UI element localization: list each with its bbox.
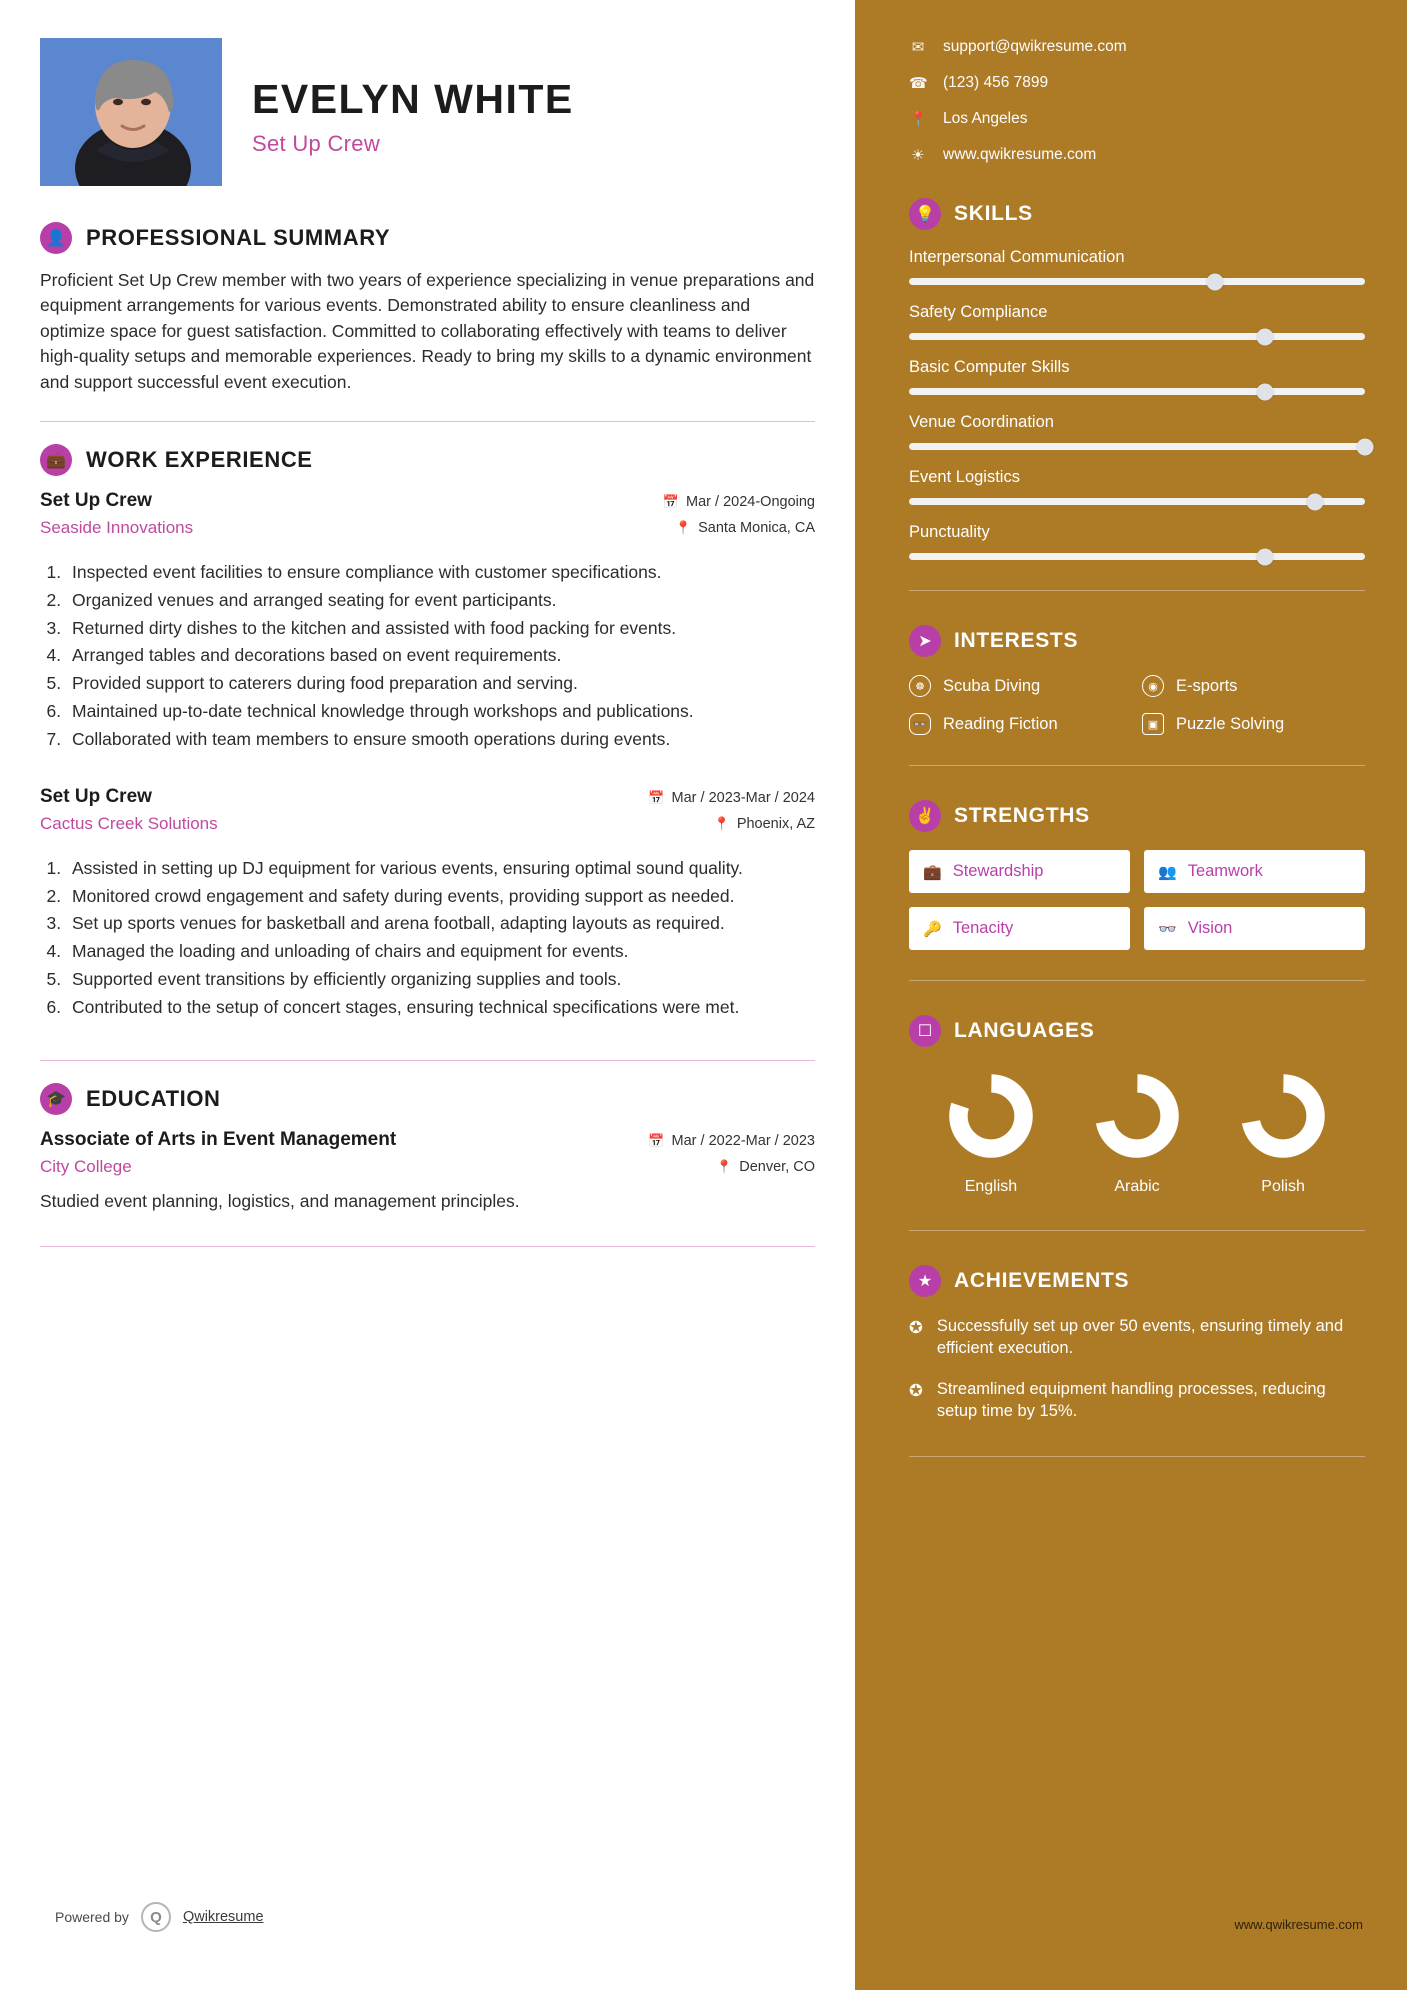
list-item: 2. Organized venues and arranged seating for event participants. xyxy=(66,588,815,613)
interest-label: Scuba Diving xyxy=(943,676,1041,695)
divider xyxy=(40,1246,815,1247)
list-item: 4. Arranged tables and decorations based on event requirements. xyxy=(66,643,815,668)
education-dates: Mar / 2022-Mar / 2023 xyxy=(671,1132,815,1149)
portrait-photo xyxy=(40,38,222,186)
id-card-icon: ☐ xyxy=(909,1015,941,1047)
star-icon: ✪ xyxy=(909,1381,923,1400)
strength-chip xyxy=(1144,907,1365,950)
language-label: Arabic xyxy=(1114,1178,1160,1195)
job-location: Santa Monica, CA xyxy=(698,519,815,536)
job-location: Phoenix, AZ xyxy=(736,815,815,832)
strength-label: Teamwork xyxy=(1187,862,1263,880)
school-name: City College xyxy=(40,1156,132,1176)
interest-item xyxy=(909,713,1132,735)
scuba-icon: ☸ xyxy=(909,675,931,697)
work-heading: WORK EXPERIENCE xyxy=(86,446,313,472)
list-item: 2. Monitored crowd engagement and safety during events, providing support as needed. xyxy=(66,884,815,909)
contact-email[interactable] xyxy=(909,38,1365,56)
briefcase-icon: 💼 xyxy=(923,863,942,881)
skill-slider[interactable] xyxy=(909,498,1365,505)
divider xyxy=(909,1456,1365,1457)
list-item: 6. Contributed to the setup of concert stages, ensuring technical specifications were met. xyxy=(66,995,815,1020)
summary-text: Proficient Set Up Crew member with two years of experience specializing in venue preparations and equipment arrangements for various events. Demonstrated ability to ensure cleanliness and optimize space for guest satisfaction. Committed to collaborating effectively with teams to deliver high-quality setups and memorable experiences. Ready to bring my skills to a dynamic environment and support successful event execution. xyxy=(40,270,815,392)
list-item: 5. Provided support to caterers during food preparation and serving. xyxy=(66,671,815,696)
strength-label: Tenacity xyxy=(952,919,1014,937)
contact-list xyxy=(909,38,1365,164)
powered-by-label: Powered by xyxy=(55,1909,129,1925)
list-item: 6. Maintained up-to-date technical knowledge through workshops and publications. xyxy=(66,699,815,724)
name-block xyxy=(252,38,574,157)
paper-plane-icon: ➤ xyxy=(909,625,941,657)
slider-knob[interactable] xyxy=(1256,383,1273,400)
list-item: 7. Collaborated with team members to ensure smooth operations during events. xyxy=(66,727,815,752)
job-bullets xyxy=(66,560,815,752)
lightbulb-icon: 💡 xyxy=(909,198,941,230)
language-item xyxy=(919,1073,1063,1196)
star-icon: ✪ xyxy=(909,1319,923,1337)
achievements-section xyxy=(909,1265,1365,1422)
strength-chip xyxy=(909,907,1130,950)
interest-item xyxy=(1142,713,1365,735)
key-icon: 🔑 xyxy=(923,920,942,938)
skill-label: Venue Coordination xyxy=(909,413,1054,431)
education-entry xyxy=(40,1129,815,1212)
interests-heading: INTERESTS xyxy=(954,629,1079,652)
envelope-icon: ✉ xyxy=(911,39,925,56)
qwikresume-logo-icon: Q xyxy=(141,1902,171,1932)
skill-label: Interpersonal Communication xyxy=(909,248,1125,266)
work-entry xyxy=(40,786,815,1020)
calendar-icon: 📅 xyxy=(662,493,680,509)
skill-label: Event Logistics xyxy=(909,468,1020,486)
skills-heading: SKILLS xyxy=(954,202,1033,225)
list-item: 1. Inspected event facilities to ensure compliance with customer specifications. xyxy=(66,560,815,585)
divider xyxy=(40,421,815,422)
skill-slider[interactable] xyxy=(909,443,1365,450)
contact-value: Los Angeles xyxy=(943,110,1028,127)
job-dates: Mar / 2023-Mar / 2024 xyxy=(671,789,815,806)
skills-section xyxy=(909,198,1365,560)
esports-icon: ◉ xyxy=(1142,675,1164,697)
donut-chart-polish xyxy=(1240,1073,1326,1159)
interest-label: E-sports xyxy=(1176,676,1238,695)
slider-knob[interactable] xyxy=(1306,493,1323,510)
skill-slider[interactable] xyxy=(909,333,1365,340)
donut-chart-english xyxy=(948,1073,1034,1159)
location-pin-icon: 📍 xyxy=(716,1158,733,1174)
job-company: Seaside Innovations xyxy=(40,517,194,537)
skill-label: Basic Computer Skills xyxy=(909,358,1070,376)
interests-section xyxy=(909,625,1365,735)
strength-label: Stewardship xyxy=(952,862,1044,880)
job-role: Set Up Crew xyxy=(40,785,152,807)
qwikresume-brand[interactable]: Qwikresume xyxy=(182,1909,264,1925)
person-icon: 👤 xyxy=(40,222,72,254)
footer-branding xyxy=(55,1902,264,1932)
calendar-icon: 📅 xyxy=(648,789,665,805)
list-item: 5. Supported event transitions by efficiently organizing supplies and tools. xyxy=(66,967,815,992)
slider-knob[interactable] xyxy=(1256,328,1273,345)
donut-chart-arabic xyxy=(1094,1073,1180,1159)
strength-chip xyxy=(1144,850,1365,893)
job-role: Set Up Crew xyxy=(40,489,152,511)
education-location: Denver, CO xyxy=(739,1158,815,1175)
star-badge-icon: ★ xyxy=(909,1265,941,1297)
education-description: Studied event planning, logistics, and management principles. xyxy=(40,1190,520,1211)
contact-value: support@qwikresume.com xyxy=(943,38,1127,55)
list-item: 3. Returned dirty dishes to the kitchen and assisted with food packing for events. xyxy=(66,616,815,641)
footer-website: www.qwikresume.com xyxy=(1234,1917,1363,1932)
skill-slider[interactable] xyxy=(909,553,1365,560)
achievement-item xyxy=(909,1378,1365,1423)
skill-label: Punctuality xyxy=(909,523,990,541)
page-title: EVELYN WHITE xyxy=(252,76,574,122)
graduation-cap-icon: 🎓 xyxy=(40,1083,72,1115)
degree-title: Associate of Arts in Event Management xyxy=(40,1128,397,1150)
work-entry xyxy=(40,490,815,752)
divider xyxy=(40,1060,815,1061)
strengths-heading: STRENGTHS xyxy=(954,804,1090,827)
contact-website[interactable] xyxy=(909,146,1365,164)
contact-value: (123) 456 7899 xyxy=(943,74,1049,91)
job-bullets xyxy=(66,856,815,1020)
phone-icon: ☎ xyxy=(909,75,928,92)
achievement-text: Successfully set up over 50 events, ensuring timely and efficient execution. xyxy=(936,1317,1344,1358)
slider-knob[interactable] xyxy=(1256,548,1273,565)
avatar xyxy=(40,38,222,186)
education-section-header xyxy=(40,1083,815,1115)
interest-label: Puzzle Solving xyxy=(1176,714,1285,733)
location-pin-icon: 📍 xyxy=(909,111,928,128)
fist-icon: ✌ xyxy=(909,800,941,832)
strength-chip xyxy=(909,850,1130,893)
divider xyxy=(909,765,1365,766)
binoculars-icon: 👓 xyxy=(1158,920,1177,938)
strengths-section xyxy=(909,800,1365,950)
team-icon: 👥 xyxy=(1158,863,1177,881)
languages-heading: LANGUAGES xyxy=(954,1019,1095,1042)
briefcase-icon: 💼 xyxy=(40,444,72,476)
contact-value: www.qwikresume.com xyxy=(943,146,1097,163)
location-pin-icon: 📍 xyxy=(674,519,692,535)
divider xyxy=(909,590,1365,591)
achievements-heading: ACHIEVEMENTS xyxy=(954,1269,1130,1292)
contact-phone[interactable] xyxy=(909,74,1365,92)
list-item: 4. Managed the loading and unloading of chairs and equipment for events. xyxy=(66,939,815,964)
divider xyxy=(909,1230,1365,1231)
contact-location xyxy=(909,110,1365,128)
summary-heading: PROFESSIONAL SUMMARY xyxy=(86,225,391,250)
skill-slider[interactable] xyxy=(909,278,1365,285)
interest-item xyxy=(909,675,1132,697)
education-heading: EDUCATION xyxy=(86,1085,221,1111)
skill-label: Safety Compliance xyxy=(909,303,1048,321)
achievement-item xyxy=(909,1315,1365,1360)
puzzle-icon: ▣ xyxy=(1142,713,1164,735)
job-dates: Mar / 2024-Ongoing xyxy=(686,493,815,510)
location-pin-icon: 📍 xyxy=(713,815,730,831)
interest-item xyxy=(1142,675,1365,697)
language-label: Polish xyxy=(1261,1178,1305,1195)
strength-label: Vision xyxy=(1187,919,1233,937)
skill-slider[interactable] xyxy=(909,388,1365,395)
list-item: 1. Assisted in setting up DJ equipment for various events, ensuring optimal sound quality. xyxy=(66,856,815,881)
job-company: Cactus Creek Solutions xyxy=(40,813,218,833)
slider-knob[interactable] xyxy=(1357,438,1374,455)
calendar-icon: 📅 xyxy=(648,1132,665,1148)
language-item xyxy=(1211,1073,1355,1196)
list-item: 3. Set up sports venues for basketball and arena football, adapting layouts as required. xyxy=(66,911,815,936)
interest-label: Reading Fiction xyxy=(943,714,1058,733)
work-section-header xyxy=(40,444,815,476)
right-column xyxy=(855,0,1407,1990)
achievement-text: Streamlined equipment handling processes, reducing setup time by 15%. xyxy=(936,1379,1326,1420)
globe-icon: ☀ xyxy=(911,147,925,164)
slider-knob[interactable] xyxy=(1206,273,1223,290)
glasses-icon: 👓 xyxy=(909,713,931,735)
resume-header xyxy=(40,38,815,186)
language-label: English xyxy=(964,1178,1018,1195)
summary-section-header xyxy=(40,222,815,254)
language-item xyxy=(1065,1073,1209,1196)
divider xyxy=(909,980,1365,981)
languages-section xyxy=(909,1015,1365,1196)
job-title: Set Up Crew xyxy=(252,131,381,156)
